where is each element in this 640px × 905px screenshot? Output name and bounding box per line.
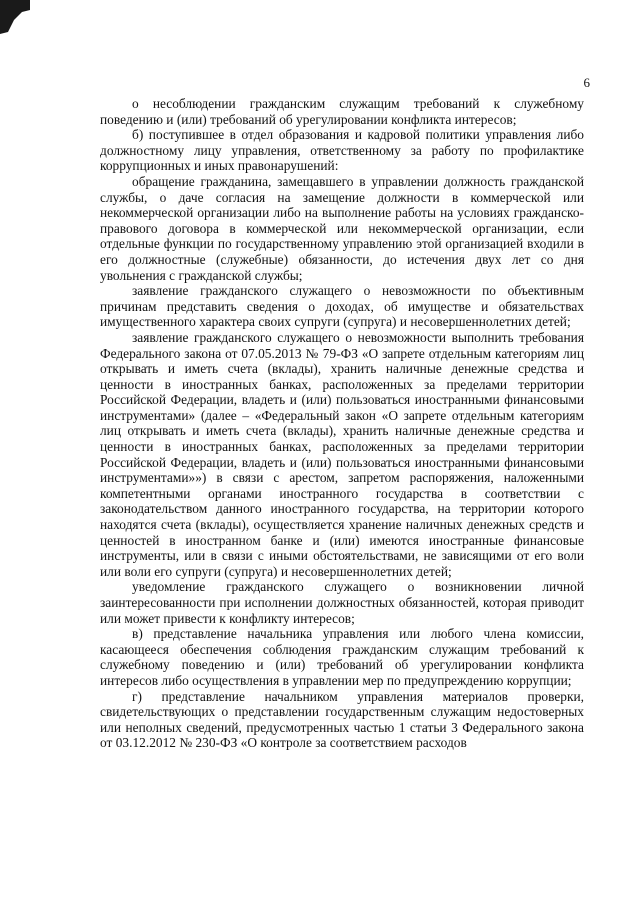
- paragraph: уведомление гражданского служащего о возникновении личной заинтересованности при исполнении должностных обязанностей, которая приводит или может привести к конфликту интересов;: [100, 579, 584, 626]
- paragraph: обращение гражданина, замещавшего в управлении должность гражданской службы, о даче согласия на замещение должности в коммерческой или некоммерческой организации либо на выполнение работы на условиях гражданско-правового договора в коммерческой или некоммерческой организации, если отдельные функции по государственному управлению этой организацией входили в его должностные (служебные) обязанности, до истечения двух лет со дня увольнения с гражданской службы;: [100, 173, 584, 283]
- page-number: 6: [583, 75, 590, 90]
- document-body: [100, 96, 584, 751]
- paragraph: г) представление начальником управления материалов проверки, свидетельствующих о представлении государственным служащим недостоверных или неполных сведений, предусмотренных частью 1 статьи 3 Федерального закона от 03.12.2012 № 230-ФЗ «О контроле за соответствием расходов: [100, 688, 584, 751]
- paragraph: заявление гражданского служащего о невозможности выполнить требования Федерального закона от 07.05.2013 № 79-ФЗ «О запрете отдельным категориям лиц открывать и иметь счета (вклады), хранить наличные денежные средства и ценности в иностранных банках, расположенных за пределами территории Российской Федерации, владеть и (или) пользоваться иностранными финансовыми инструментами» (далее – «Федеральный закон «О запрете отдельным категориям лиц открывать и иметь счета (вклады), хранить наличные денежные средства и ценности в иностранных банках, расположенных за пределами территории Российской Федерации, владеть и (или) пользоваться иностранными финансовыми инструментами»») в связи с арестом, запретом распоряжения, наложенными компетентными органами иностранного государства в соответствии с законодательством данного иностранного государства, на территории которого находятся счета (вклады), осуществляется хранение наличных денежных средств и ценностей в иностранном банке и (или) имеются иностранные финансовые инструменты, или в связи с иными обстоятельствами, не зависящими от его воли или воли его супруги (супруга) и несовершеннолетних детей;: [100, 329, 584, 579]
- paragraph: о несоблюдении гражданским служащим требований к служебному поведению и (или) требований об урегулировании конфликта интересов;: [100, 96, 584, 127]
- paragraph: в) представление начальника управления или любого члена комиссии, касающееся обеспечения соблюдения гражданским служащим требований к служебному поведению и (или) требований об урегулировании конфликта интересов либо осуществления в управлении мер по предупреждению коррупции;: [100, 626, 584, 688]
- paragraph: заявление гражданского служащего о невозможности по объективным причинам представить сведения о доходах, об имуществе и обязательствах имущественного характера своих супруги (супруга) и несовершеннолетних детей;: [100, 283, 584, 330]
- scan-corner-mark: [0, 0, 32, 34]
- paragraph: б) поступившее в отдел образования и кадровой политики управления либо должностному лицу управления, ответственному за работу по профилактике коррупционных и иных правонарушений:: [100, 127, 584, 174]
